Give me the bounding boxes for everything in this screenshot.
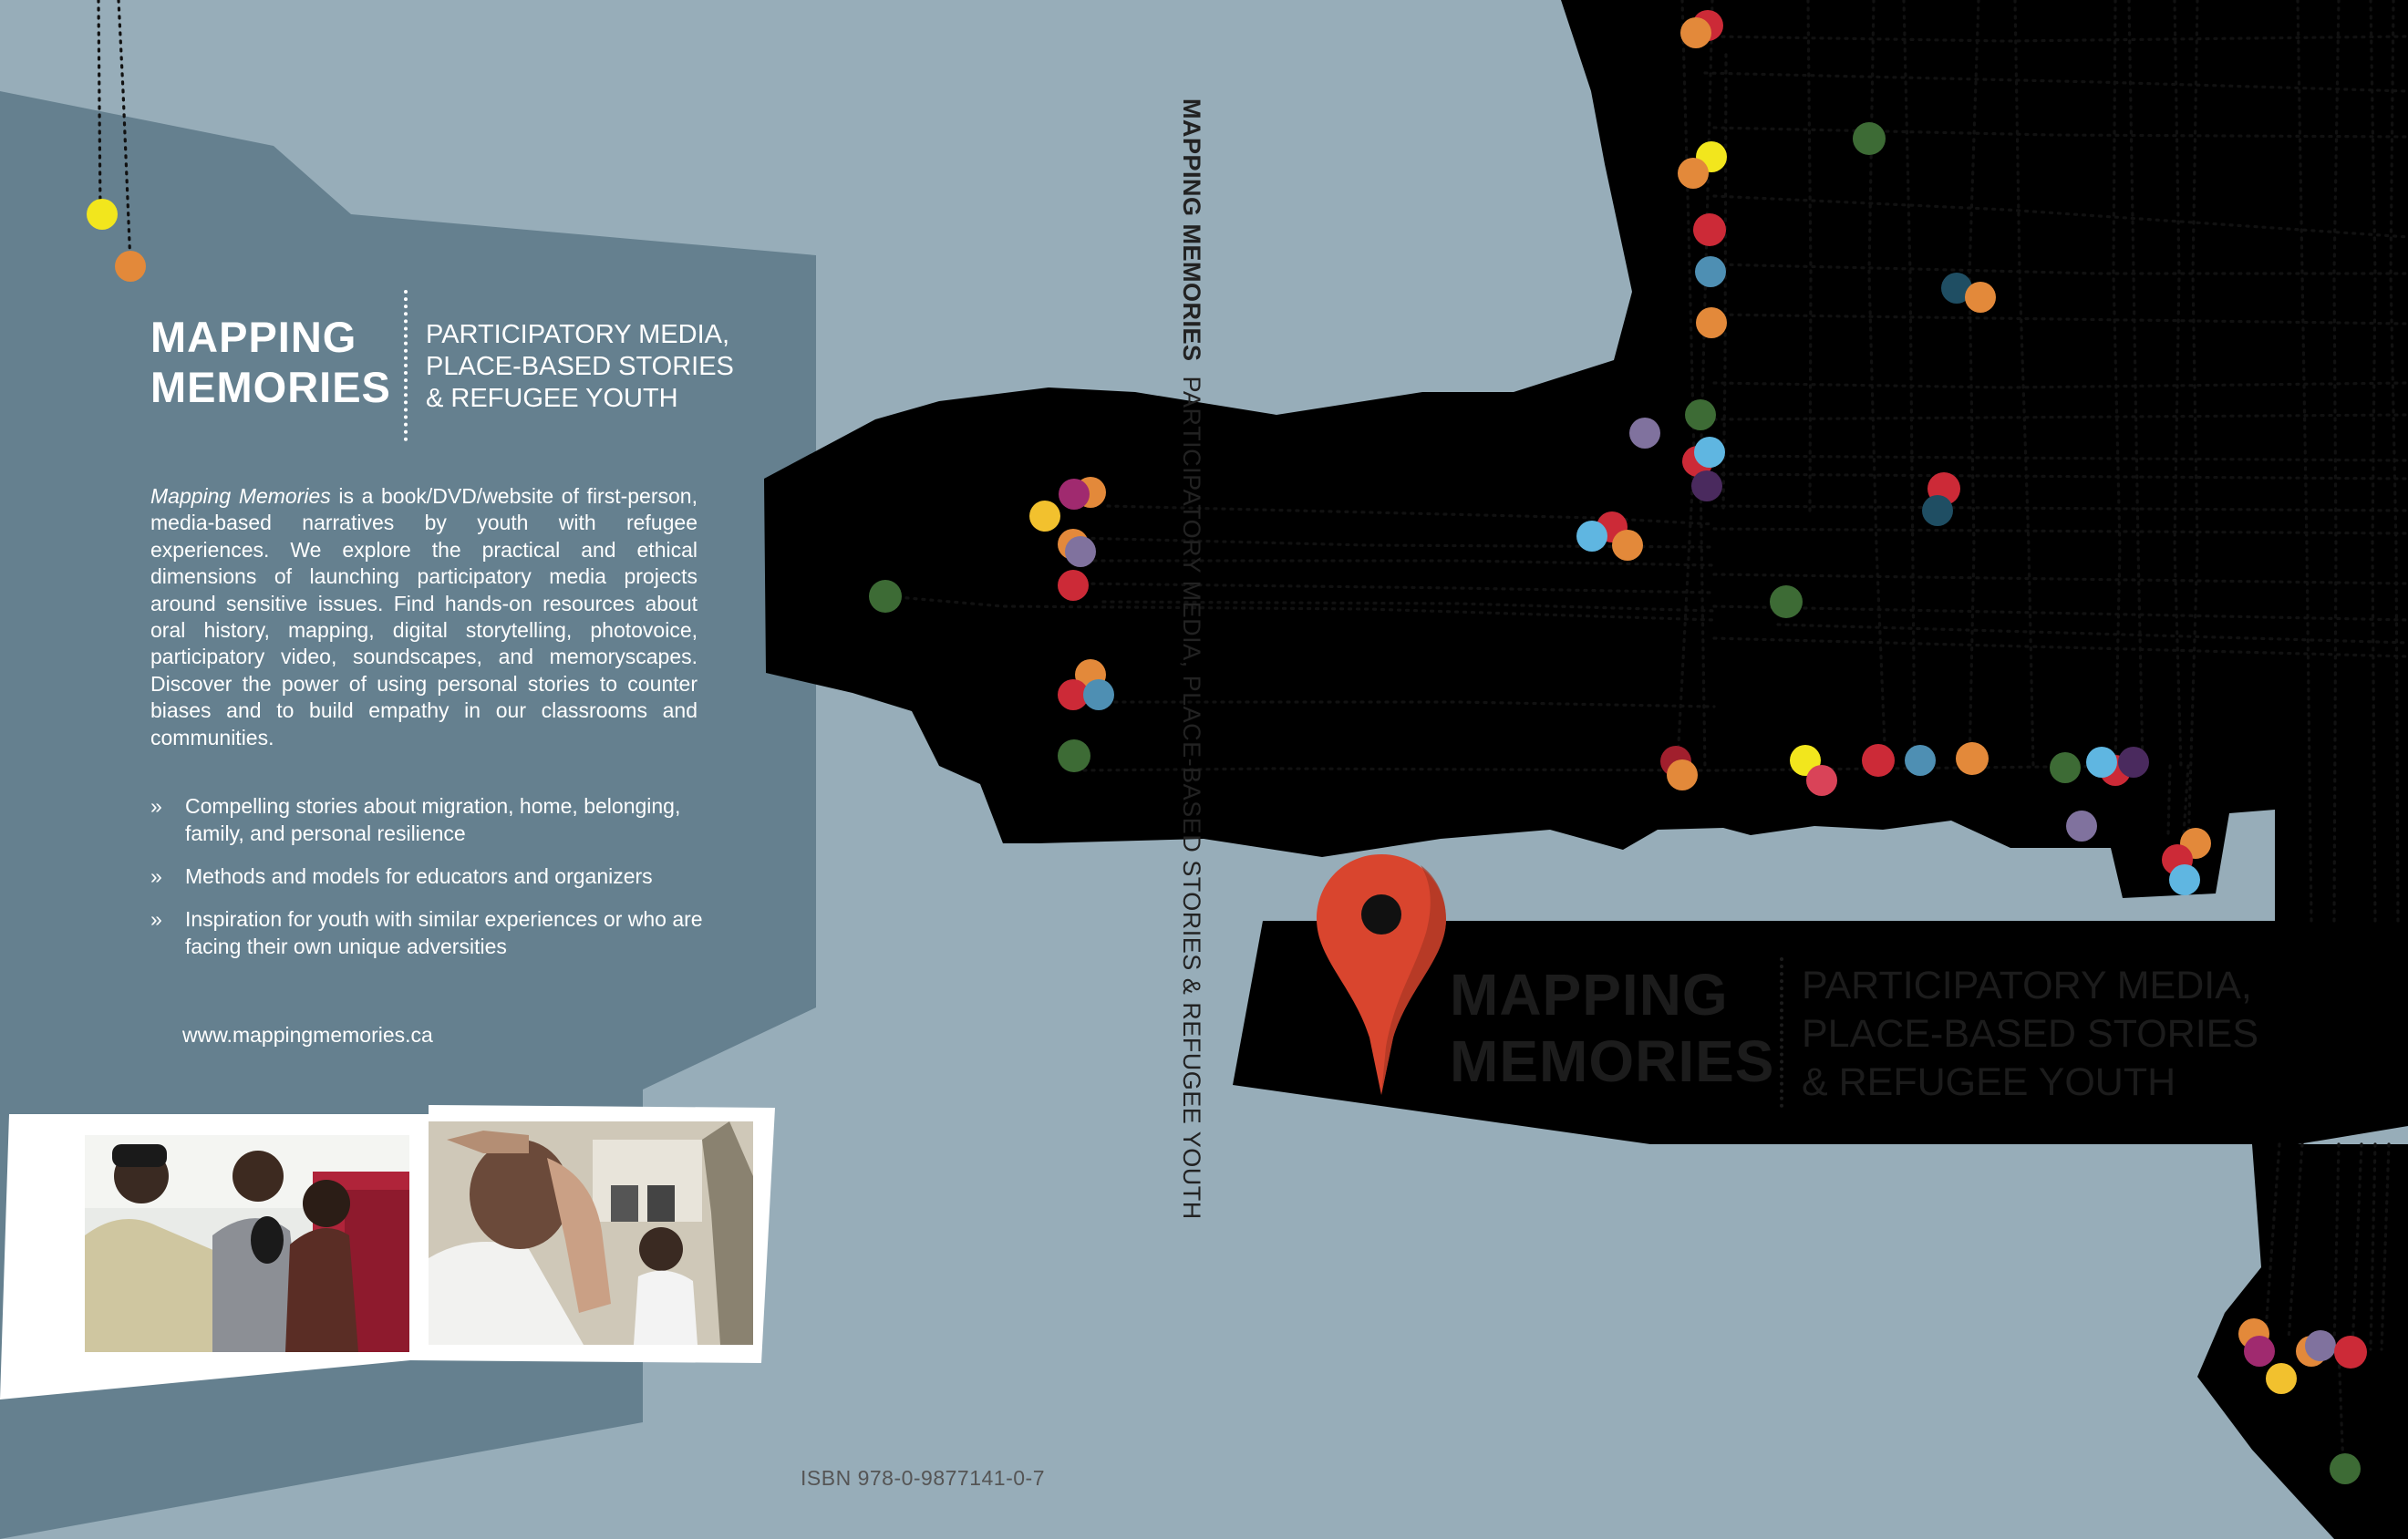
back-subtitle-line3: & REFUGEE YOUTH [426,384,678,413]
list-item [150,862,707,890]
front-title-line1: MAPPING [1450,962,1729,1028]
back-description [150,483,698,751]
front-cover-subtitle [1802,962,2276,1107]
list-item-text: Inspiration for youth with similar experiences or who are facing their own unique adversities [185,907,703,958]
back-title-line2: MEMORIES [150,363,391,411]
bullet-marker: » [150,864,162,888]
spine-subtitle: PARTICIPATORY MEDIA, PLACE-BASED STORIES & REFUGEE YOUTH [1178,376,1205,1220]
spine-text [1179,98,1204,1220]
list-item-text: Compelling stories about migration, home, belonging, family, and personal resilience [185,794,681,845]
feature-list [150,792,707,976]
isbn-number: ISBN 978-0-9877141-0-7 [801,1466,1045,1490]
front-cover-title [1450,962,1778,1095]
back-title-divider [404,290,408,441]
description-body: is a book/DVD/website of first-person, media-based narratives by youth with refugee experiences. We explore the practical and ethical dimensions of launching participatory media projects around sensitive issues. Find hands-on resources about oral history, mapping, digital storytelling, photovoice, participatory video, soundscapes, and memoryscapes. Discover the power of using personal stories to counter biases and to build empathy in our classrooms and communities. [150,484,698,749]
front-subtitle-line2: PLACE-BASED STORIES [1802,1012,2259,1056]
back-cover-subtitle [426,319,754,415]
back-subtitle-line2: PLACE-BASED STORIES [426,352,734,381]
list-item [150,905,707,960]
front-subtitle-line1: PARTICIPATORY MEDIA, [1802,964,2252,1007]
map-pin-icon [1313,851,1450,1097]
photo-youth-framing-hands [429,1121,753,1345]
bullet-marker: » [150,794,162,818]
photo-youth-interview [85,1135,409,1352]
back-cover-title [150,312,397,412]
back-subtitle-line1: PARTICIPATORY MEDIA, [426,320,730,349]
front-subtitle-line3: & REFUGEE YOUTH [1802,1060,2176,1104]
front-title-divider [1780,957,1783,1108]
spine-title: MAPPING MEMORIES [1178,98,1205,362]
bullet-marker: » [150,907,162,931]
front-title-line2: MEMORIES [1450,1028,1775,1094]
list-item-text: Methods and models for educators and organizers [185,864,653,888]
description-title: Mapping Memories [150,484,331,508]
back-title-line1: MAPPING [150,313,357,361]
website-link[interactable]: www.mappingmemories.ca [182,1023,433,1047]
list-item [150,792,707,847]
